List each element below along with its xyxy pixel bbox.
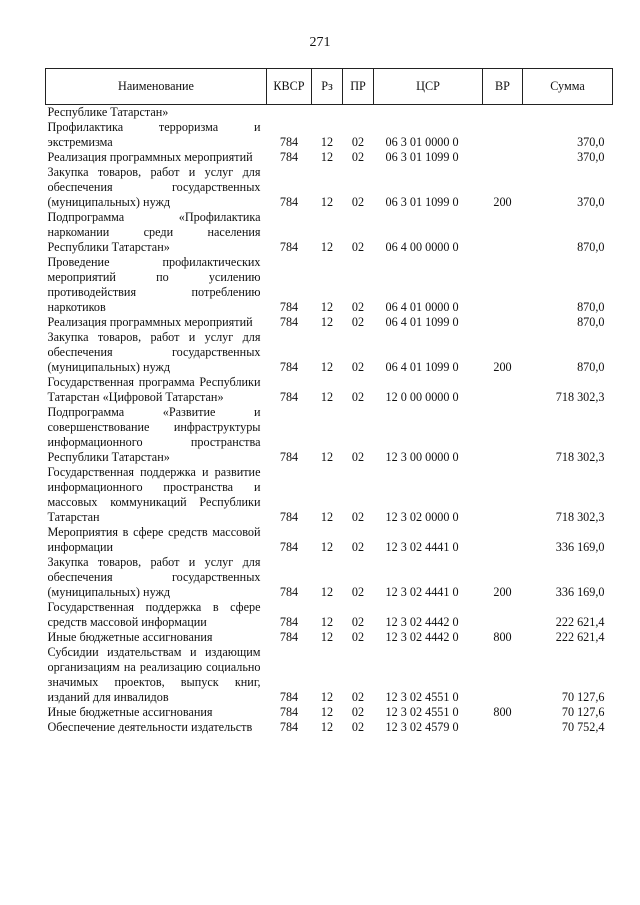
table-row — [46, 525, 613, 555]
row-rz: 12 — [320, 300, 334, 314]
row-kvsr: 784 — [279, 720, 299, 734]
row-rz: 12 — [320, 360, 334, 374]
row-rz: 12 — [320, 615, 334, 629]
row-vr: 200 — [493, 360, 512, 374]
row-name: Закупка товаров, работ и услуг для обеспечения государственных (муниципальных) нужд — [47, 555, 261, 599]
row-rz: 12 — [320, 690, 334, 704]
row-name: Реализация программных мероприятий — [47, 315, 253, 329]
row-rz: 12 — [320, 450, 334, 464]
row-pr: 02 — [351, 690, 365, 704]
row-csr: 12 3 02 4551 0 — [385, 690, 459, 704]
row-kvsr: 784 — [279, 195, 299, 209]
row-pr: 02 — [351, 630, 365, 644]
row-pr: 02 — [351, 450, 365, 464]
row-sum: 336 169,0 — [555, 540, 605, 554]
row-vr — [483, 120, 523, 150]
row-pr: 02 — [351, 300, 365, 314]
table-row — [46, 330, 613, 375]
row-pr: 02 — [351, 705, 365, 719]
row-csr: 06 4 00 0000 0 — [385, 240, 459, 254]
table-header-row — [46, 69, 613, 105]
row-sum: 870,0 — [577, 315, 605, 329]
table-row — [46, 720, 613, 735]
row-name: Проведение профилактических мероприятий по усилению противодействия потреблению наркотиков — [47, 255, 261, 314]
row-name: Мероприятия в сфере средств массовой информации — [47, 525, 261, 554]
row-csr: 12 3 02 0000 0 — [385, 510, 459, 524]
row-csr: 12 3 02 4579 0 — [385, 720, 459, 734]
row-csr: 12 0 00 0000 0 — [385, 390, 459, 404]
page-number: 271 — [309, 35, 331, 50]
row-rz: 12 — [320, 135, 334, 149]
table-row — [46, 210, 613, 255]
row-kvsr: 784 — [279, 150, 299, 164]
row-sum: 370,0 — [577, 135, 605, 149]
row-rz: 12 — [320, 195, 334, 209]
row-pr: 02 — [351, 150, 365, 164]
row-sum: 870,0 — [577, 360, 605, 374]
row-csr: 06 3 01 1099 0 — [385, 195, 459, 209]
table-row — [46, 375, 613, 405]
header-pr: ПР — [343, 69, 374, 105]
table-row — [46, 600, 613, 630]
row-vr — [483, 375, 523, 405]
row-sum: 718 302,3 — [555, 450, 605, 464]
row-kvsr: 784 — [279, 300, 299, 314]
row-name: Обеспечение деятельности издательств — [47, 720, 253, 734]
row-sum: 870,0 — [577, 300, 605, 314]
row-pr: 02 — [351, 195, 365, 209]
continuation-text: Республике Татарстан» — [47, 105, 169, 119]
continuation-row — [46, 105, 613, 121]
row-vr — [483, 465, 523, 525]
budget-table — [45, 68, 613, 735]
row-vr — [483, 645, 523, 705]
row-sum: 222 621,4 — [555, 615, 605, 629]
row-pr: 02 — [351, 240, 365, 254]
row-name: Иные бюджетные ассигнования — [47, 705, 213, 719]
row-pr: 02 — [351, 135, 365, 149]
row-kvsr: 784 — [279, 690, 299, 704]
row-sum: 336 169,0 — [555, 585, 605, 599]
row-name: Закупка товаров, работ и услуг для обеспечения государственных (муниципальных) нужд — [47, 330, 261, 374]
row-kvsr: 784 — [279, 540, 299, 554]
row-name: Закупка товаров, работ и услуг для обеспечения государственных (муниципальных) нужд — [47, 165, 261, 209]
row-pr: 02 — [351, 720, 365, 734]
row-sum: 70 127,6 — [561, 690, 605, 704]
row-vr — [483, 210, 523, 255]
row-sum: 70 752,4 — [561, 720, 605, 734]
table-row — [46, 645, 613, 705]
row-csr: 12 3 02 4441 0 — [385, 540, 459, 554]
row-kvsr: 784 — [279, 240, 299, 254]
row-pr: 02 — [351, 585, 365, 599]
row-kvsr: 784 — [279, 135, 299, 149]
row-csr: 12 3 02 4441 0 — [385, 585, 459, 599]
table-row — [46, 555, 613, 600]
table-row — [46, 315, 613, 330]
row-csr: 12 3 02 4551 0 — [385, 705, 459, 719]
row-csr: 06 3 01 1099 0 — [385, 150, 459, 164]
row-csr: 12 3 02 4442 0 — [385, 630, 459, 644]
row-vr — [483, 405, 523, 465]
table-row — [46, 705, 613, 720]
table-row — [46, 255, 613, 315]
row-vr — [483, 150, 523, 165]
table-row — [46, 120, 613, 150]
row-vr — [483, 525, 523, 555]
row-sum: 370,0 — [577, 150, 605, 164]
table-row — [46, 465, 613, 525]
row-csr: 06 4 01 1099 0 — [385, 315, 459, 329]
row-vr — [483, 720, 523, 735]
row-name: Профилактика терроризма и экстремизма — [47, 120, 261, 149]
row-sum: 870,0 — [577, 240, 605, 254]
row-name: Субсидии издательствам и издающим организациям на реализацию социально значимых проектов, выпуск книг, изданий для инвалидов — [47, 645, 261, 704]
row-pr: 02 — [351, 390, 365, 404]
row-kvsr: 784 — [279, 585, 299, 599]
row-sum: 222 621,4 — [555, 630, 605, 644]
row-kvsr: 784 — [279, 705, 299, 719]
row-pr: 02 — [351, 615, 365, 629]
header-kvsr: КВСР — [267, 69, 312, 105]
header-name: Наименование — [46, 69, 267, 105]
row-kvsr: 784 — [279, 615, 299, 629]
row-name: Государственная поддержка в сфере средств массовой информации — [47, 600, 261, 629]
row-pr: 02 — [351, 315, 365, 329]
row-csr: 12 3 02 4442 0 — [385, 615, 459, 629]
row-rz: 12 — [320, 720, 334, 734]
row-sum: 370,0 — [577, 195, 605, 209]
row-vr: 200 — [493, 585, 512, 599]
row-vr: 200 — [493, 195, 512, 209]
row-csr: 06 4 01 0000 0 — [385, 300, 459, 314]
table-row — [46, 630, 613, 645]
row-pr: 02 — [351, 360, 365, 374]
row-name: Государственная программа Республики Татарстан «Цифровой Татарстан» — [47, 375, 261, 404]
row-kvsr: 784 — [279, 390, 299, 404]
row-sum: 718 302,3 — [555, 510, 605, 524]
row-kvsr: 784 — [279, 450, 299, 464]
row-vr — [483, 315, 523, 330]
row-rz: 12 — [320, 705, 334, 719]
row-sum: 70 127,6 — [561, 705, 605, 719]
row-rz: 12 — [320, 390, 334, 404]
row-sum: 718 302,3 — [555, 390, 605, 404]
header-sum: Сумма — [523, 69, 613, 105]
row-kvsr: 784 — [279, 630, 299, 644]
table-row — [46, 165, 613, 210]
row-name: Подпрограмма «Профилактика наркомании среди населения Республики Татарстан» — [47, 210, 261, 254]
row-rz: 12 — [320, 540, 334, 554]
row-rz: 12 — [320, 150, 334, 164]
row-vr: 800 — [493, 705, 512, 719]
row-csr: 06 4 01 1099 0 — [385, 360, 459, 374]
row-kvsr: 784 — [279, 510, 299, 524]
table-row — [46, 405, 613, 465]
row-kvsr: 784 — [279, 360, 299, 374]
row-vr: 800 — [493, 630, 512, 644]
row-vr — [483, 600, 523, 630]
row-rz: 12 — [320, 315, 334, 329]
row-name: Иные бюджетные ассигнования — [47, 630, 213, 644]
row-kvsr: 784 — [279, 315, 299, 329]
header-rz: Рз — [312, 69, 343, 105]
row-csr: 12 3 00 0000 0 — [385, 450, 459, 464]
table-row — [46, 150, 613, 165]
row-vr — [483, 255, 523, 315]
row-name: Реализация программных мероприятий — [47, 150, 253, 164]
row-rz: 12 — [320, 630, 334, 644]
row-rz: 12 — [320, 240, 334, 254]
row-csr: 06 3 01 0000 0 — [385, 135, 459, 149]
row-pr: 02 — [351, 540, 365, 554]
row-pr: 02 — [351, 510, 365, 524]
row-rz: 12 — [320, 510, 334, 524]
header-csr: ЦСР — [374, 69, 483, 105]
row-name: Подпрограмма «Развитие и совершенствование инфраструктуры информационного пространства Республики Татарстан» — [47, 405, 261, 464]
header-vr: ВР — [483, 69, 523, 105]
row-name: Государственная поддержка и развитие информационного пространства и массовых коммуникаций Республики Татарстан — [47, 465, 261, 524]
row-rz: 12 — [320, 585, 334, 599]
